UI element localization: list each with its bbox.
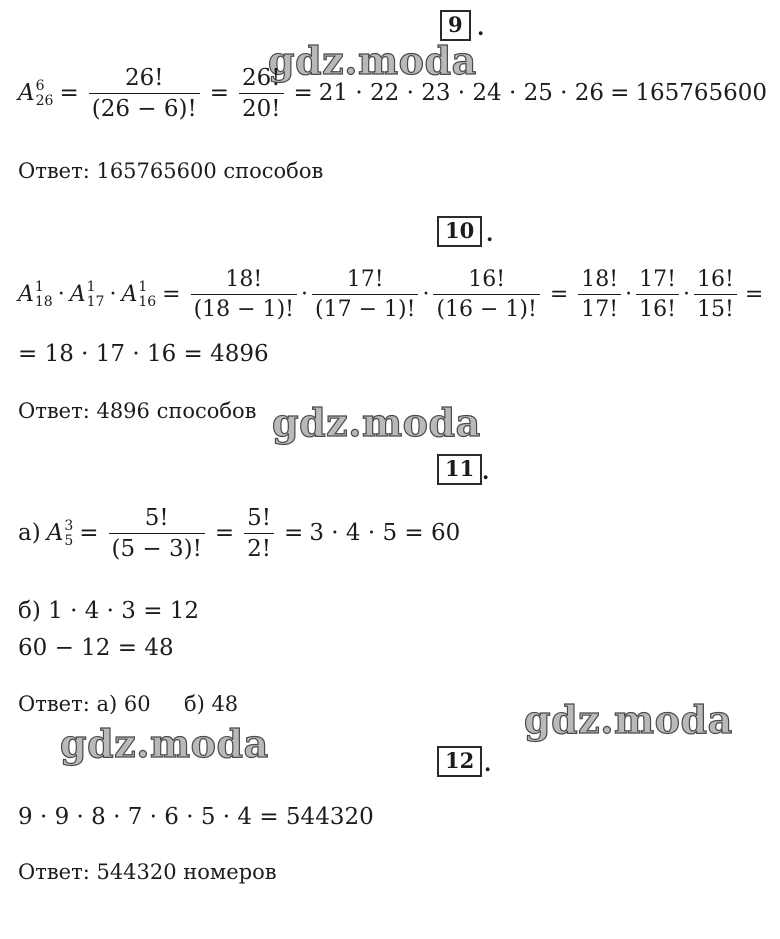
equals-sign: = — [293, 80, 313, 107]
fraction — [578, 268, 621, 321]
numerator: 16! — [696, 267, 734, 292]
arrangement-sup: 1 — [86, 278, 96, 295]
problem-10-number-dot: . — [486, 221, 494, 246]
denominator: (16 − 1)! — [436, 297, 537, 323]
product-expression: 21 · 22 · 23 · 24 · 25 · 26 — [318, 80, 605, 107]
denominator: 2! — [247, 536, 272, 563]
problem-10-formula — [18, 268, 763, 321]
problem-9-formula — [18, 66, 767, 121]
numerator: 5! — [144, 505, 169, 531]
equals-sign: = — [59, 80, 79, 107]
fraction-bar — [191, 294, 297, 295]
problem-9-number-dot: . — [477, 15, 485, 40]
denominator: 20! — [242, 96, 281, 123]
problem-9-number: 9 — [440, 10, 471, 41]
problem-10-result-line: = 18 · 17 · 16 = 4896 — [18, 341, 269, 367]
watermark: gdz.moda — [60, 721, 269, 766]
watermark: gdz.moda — [524, 697, 733, 742]
fraction — [636, 268, 679, 321]
watermark: gdz.moda — [268, 38, 477, 83]
problem-9-answer: Ответ: 165765600 способов — [18, 159, 324, 183]
multiply-sign: · — [57, 281, 65, 307]
arrangement-symbol: A — [18, 281, 34, 307]
result-value: 165765600 — [635, 80, 768, 107]
arrangement-sub: 16 — [138, 293, 157, 310]
arrangement-sub: 26 — [35, 92, 54, 109]
numerator: 26! — [242, 65, 281, 91]
problem-12-number: 12 — [437, 746, 482, 777]
arrangement-symbol: A — [121, 281, 138, 307]
arrangement-symbol: A — [18, 80, 35, 107]
numerator: 26! — [124, 65, 164, 91]
denominator: (5 − 3)! — [111, 536, 202, 563]
fraction-bar — [578, 294, 621, 295]
equals-sign: = — [79, 520, 99, 547]
equals-sign: = — [549, 281, 569, 307]
numerator: 18! — [225, 267, 263, 292]
problem-12-line: 9 · 9 · 8 · 7 · 6 · 5 · 4 = 544320 — [18, 804, 374, 830]
arrangement-sub: 17 — [86, 293, 105, 310]
problem-11-number-dot: . — [482, 459, 490, 484]
fraction — [694, 268, 737, 321]
problem-11-answer: Ответ: а) 60 б) 48 — [18, 692, 239, 716]
arrangement-symbol: A — [46, 520, 64, 547]
problem-11-difference-line: 60 − 12 = 48 — [18, 635, 174, 661]
numerator: 5! — [247, 505, 272, 531]
fraction-bar — [89, 93, 200, 94]
arrangement-symbol: A — [69, 281, 86, 307]
multiply-sign: · — [109, 281, 117, 307]
fraction — [239, 66, 284, 121]
fraction — [109, 506, 205, 561]
equals-sign: = — [162, 281, 181, 307]
fraction — [89, 66, 200, 121]
fraction — [191, 268, 297, 321]
denominator: 15! — [696, 297, 734, 323]
denominator: 16! — [639, 297, 676, 323]
equals-sign: = — [214, 520, 235, 547]
problem-11a-formula — [18, 506, 460, 561]
problem-10-answer: Ответ: 4896 способов — [18, 399, 257, 423]
denominator: (26 − 6)! — [91, 96, 197, 123]
watermark: gdz.moda — [272, 400, 481, 445]
denominator: (17 − 1)! — [315, 297, 416, 323]
problem-10-number: 10 — [437, 216, 482, 247]
fraction — [312, 268, 418, 321]
fraction — [433, 268, 539, 321]
equals-sign: = — [209, 80, 229, 107]
fraction — [244, 506, 274, 561]
problem-11b-line: б) 1 · 4 · 3 = 12 — [18, 598, 200, 624]
denominator: 17! — [581, 297, 619, 323]
multiply-sign: · — [301, 281, 309, 307]
problem-12-answer: Ответ: 544320 номеров — [18, 860, 277, 884]
equals-sign: = — [610, 80, 630, 107]
multiply-sign: · — [625, 281, 633, 307]
part-a-label: а) — [18, 520, 41, 547]
arrangement-sup: 1 — [34, 278, 44, 295]
arrangement-sup: 6 — [35, 77, 45, 94]
fraction-bar — [239, 93, 284, 94]
equals-sign: = — [744, 281, 764, 307]
problem-11-number: 11 — [437, 454, 482, 485]
product-expression: 3 · 4 · 5 = 60 — [309, 520, 461, 547]
fraction-bar — [694, 294, 737, 295]
fraction-bar — [433, 294, 539, 295]
arrangement-sub: 5 — [64, 532, 74, 549]
numerator: 17! — [346, 267, 384, 292]
arrangement-sup: 1 — [138, 278, 148, 295]
fraction-bar — [636, 294, 679, 295]
denominator: (18 − 1)! — [193, 297, 295, 323]
fraction-bar — [244, 533, 274, 534]
multiply-sign: · — [682, 281, 690, 307]
fraction-bar — [109, 533, 205, 534]
numerator: 16! — [468, 267, 506, 292]
numerator: 18! — [581, 267, 619, 292]
equals-sign: = — [284, 520, 304, 547]
numerator: 17! — [639, 267, 676, 292]
problem-12-number-dot: . — [484, 751, 492, 776]
fraction-bar — [312, 294, 418, 295]
multiply-sign: · — [422, 281, 430, 307]
arrangement-sub: 18 — [34, 293, 53, 310]
arrangement-sup: 3 — [64, 517, 74, 534]
